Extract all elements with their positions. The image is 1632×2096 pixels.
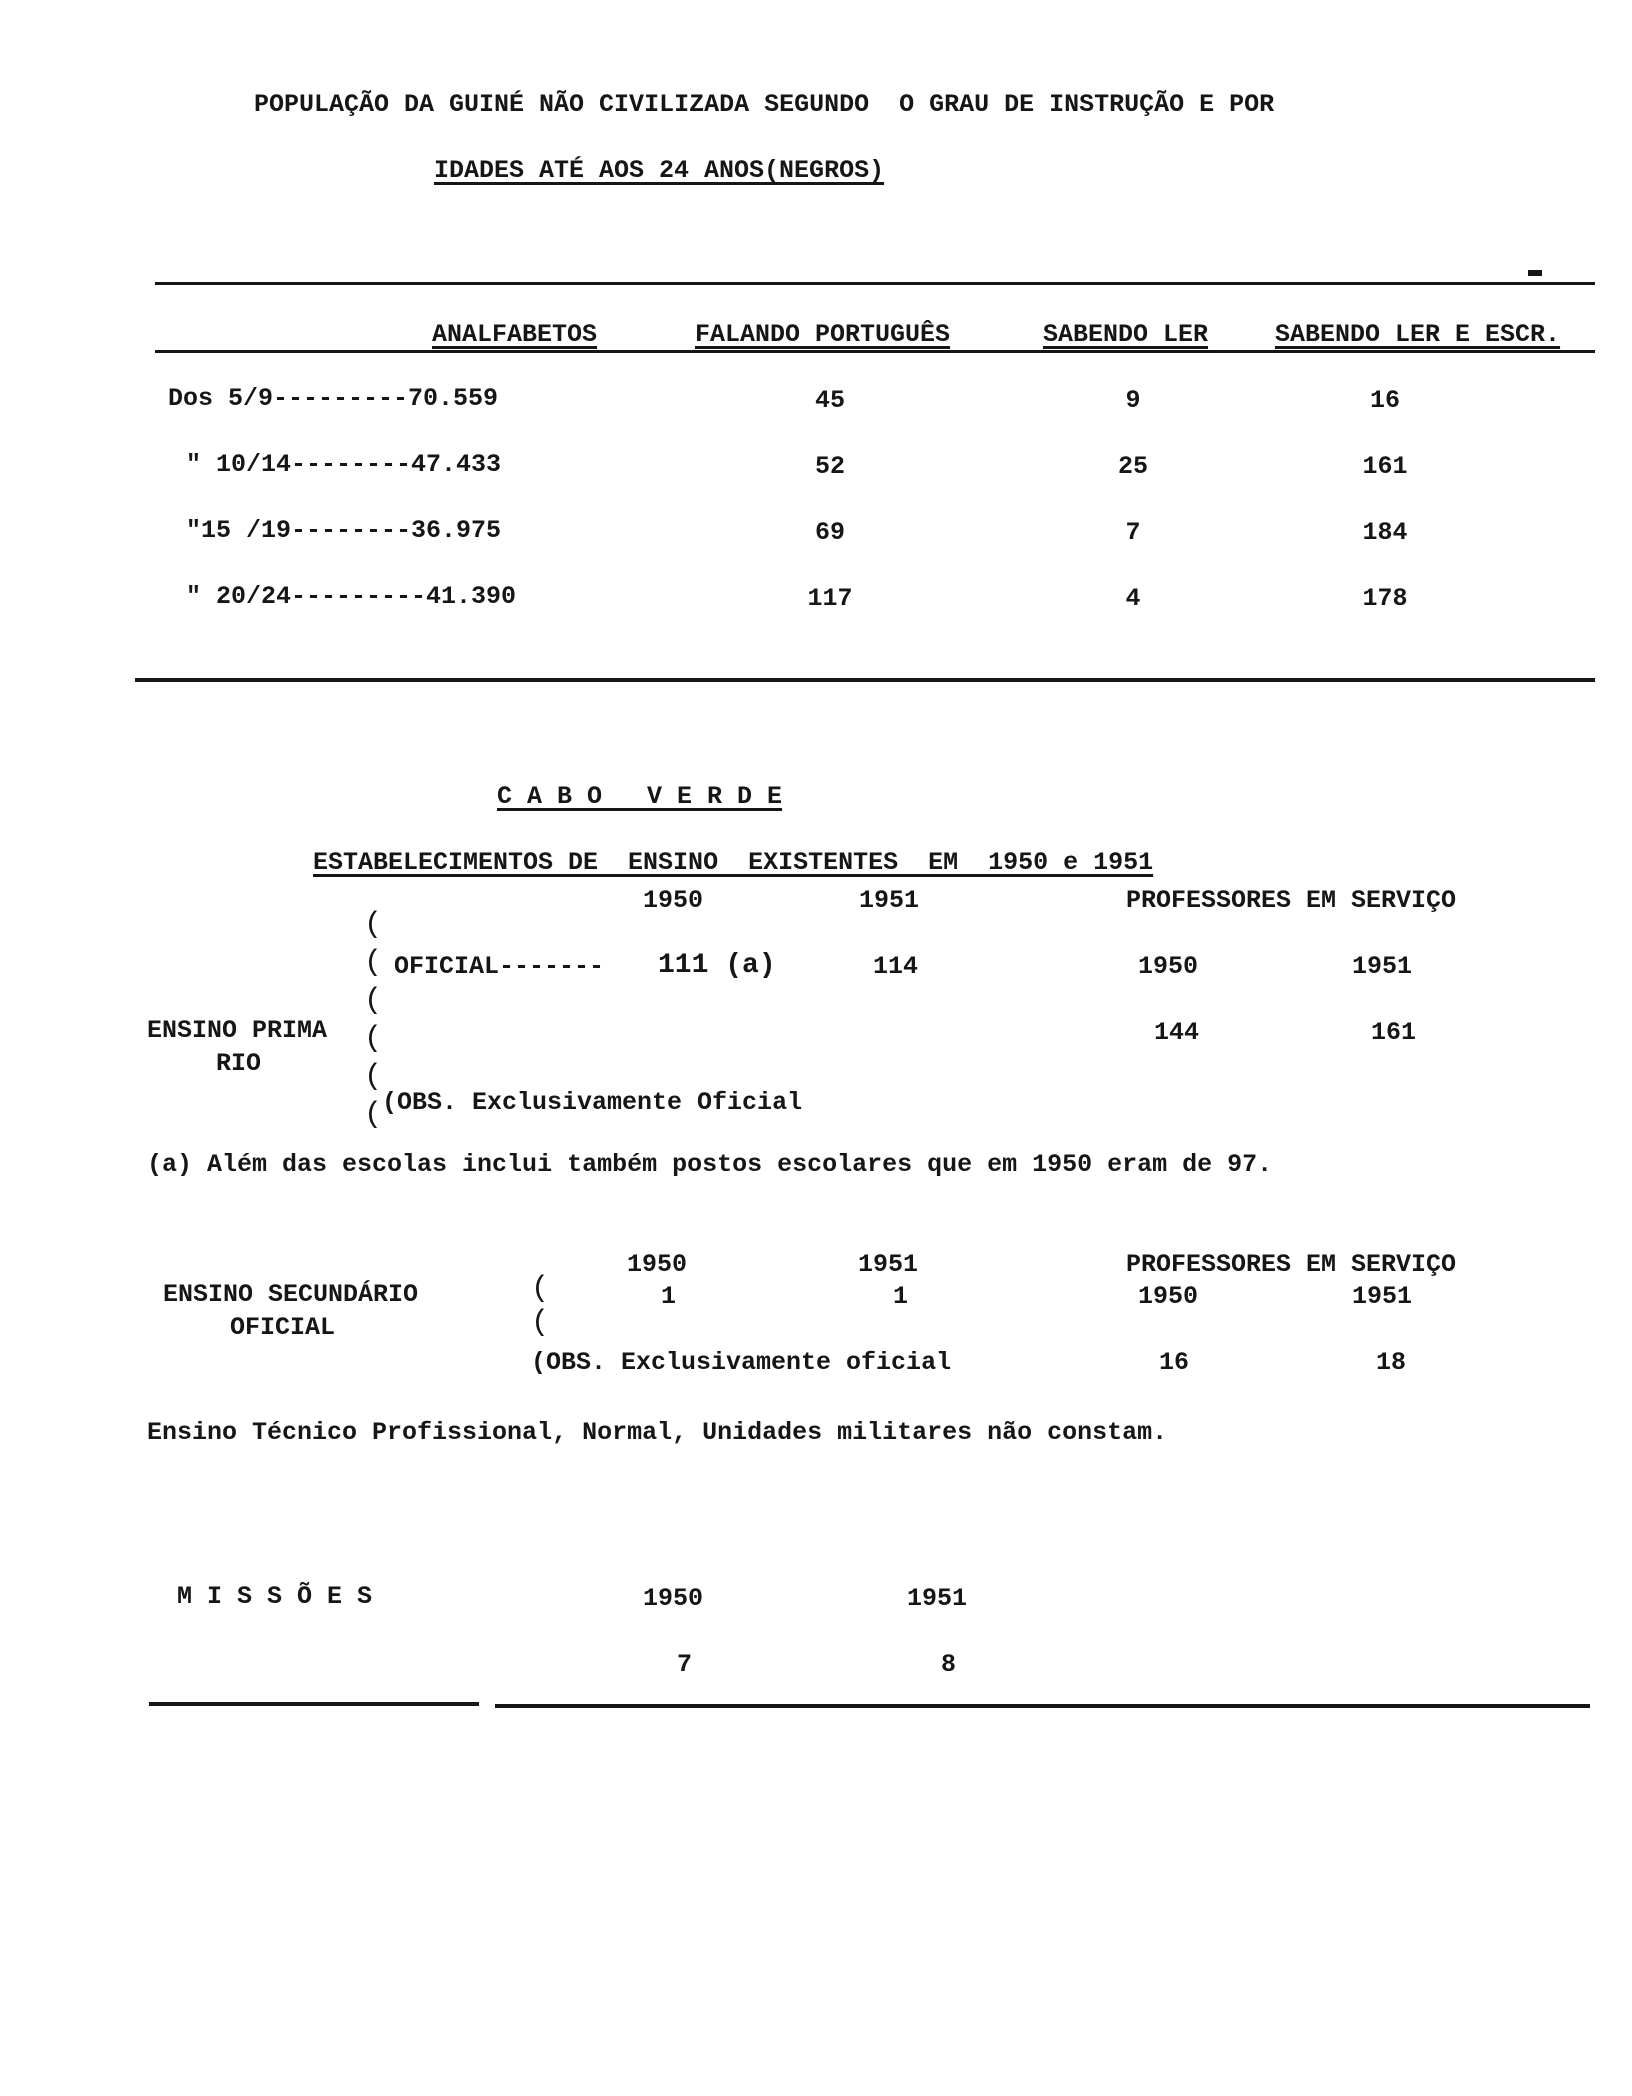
primario-prof-1951: 161 [1371, 1018, 1417, 1047]
primario-year-1951: 1951 [859, 886, 920, 915]
brace-mark: ( [531, 1306, 550, 1340]
missoes-value-1951: 8 [941, 1650, 957, 1679]
secundario-prof-1950: 16 [1159, 1348, 1190, 1377]
table-cell-sabendo-ler: 4 [1125, 584, 1141, 613]
table-cell-falando: 69 [814, 518, 845, 547]
secundario-value-1951: 1 [893, 1282, 909, 1311]
brace-mark: ( [364, 1022, 383, 1056]
primario-year-1950: 1950 [643, 886, 704, 915]
secundario-year-1950: 1950 [627, 1250, 688, 1279]
secundario-prof-year-1950: 1950 [1138, 1282, 1199, 1311]
table-cell-falando: 52 [814, 452, 845, 481]
table-row-age: "15 /19--------36.975 [186, 516, 502, 545]
column-header-falando-portugues: FALANDO PORTUGUÊS [695, 320, 951, 349]
table-row-age: Dos 5/9---------70.559 [168, 384, 499, 413]
primario-oficial-1950: 111 (a) [658, 950, 776, 981]
table-cell-sabendo-ler: 7 [1125, 518, 1141, 547]
column-header-analfabetos: ANALFABETOS [432, 320, 598, 349]
table-cell-falando: 117 [807, 584, 853, 613]
column-header-sabendo-ler-e-escr: SABENDO LER E ESCR. [1275, 320, 1561, 349]
missoes-label: M I S S Õ E S [177, 1582, 373, 1611]
primario-oficial-1951: 114 [873, 952, 919, 981]
secundario-label-line-2: OFICIAL [230, 1313, 336, 1342]
table-cell-ler-escr: 178 [1362, 584, 1408, 613]
secundario-value-1950: 1 [661, 1282, 677, 1311]
secundario-obs: (OBS. Exclusivamente oficial [531, 1348, 952, 1377]
brace-mark: ( [364, 946, 383, 980]
secundario-prof-1951: 18 [1376, 1348, 1407, 1377]
section-subheading: ESTABELECIMENTOS DE ENSINO EXISTENTES EM 1950 e 1951 [313, 848, 1154, 877]
section-heading-cabo-verde: C A B O V E R D E [497, 782, 783, 811]
bottom-rule-right [495, 1704, 1590, 1708]
primario-oficial-label: OFICIAL------- [394, 952, 605, 981]
secundario-prof-year-1951: 1951 [1352, 1282, 1413, 1311]
primario-label-line-1: ENSINO PRIMA [147, 1016, 328, 1045]
brace-mark: ( [364, 984, 383, 1018]
table-cell-ler-escr: 161 [1362, 452, 1408, 481]
table-cell-ler-escr: 16 [1369, 386, 1400, 415]
header-rule [155, 350, 1595, 353]
primario-prof-year-1950: 1950 [1138, 952, 1199, 981]
secundario-year-1951: 1951 [858, 1250, 919, 1279]
bottom-rule-left [149, 1702, 479, 1706]
primario-prof-year-1951: 1951 [1352, 952, 1413, 981]
table-bottom-rule [135, 678, 1595, 682]
secundario-professores-label: PROFESSORES EM SERVIÇO [1126, 1250, 1457, 1279]
missoes-year-1951: 1951 [907, 1584, 968, 1613]
page-title-line-2: IDADES ATÉ AOS 24 ANOS(NEGROS) [434, 156, 885, 185]
table-cell-falando: 45 [814, 386, 845, 415]
primario-professores-label: PROFESSORES EM SERVIÇO [1126, 886, 1457, 915]
missoes-year-1950: 1950 [643, 1584, 704, 1613]
secundario-label-line-1: ENSINO SECUNDÁRIO [163, 1280, 419, 1309]
primario-prof-1950: 144 [1154, 1018, 1200, 1047]
table-top-rule [155, 282, 1595, 285]
missoes-value-1950: 7 [677, 1650, 693, 1679]
table-cell-ler-escr: 184 [1362, 518, 1408, 547]
table-cell-sabendo-ler: 25 [1117, 452, 1148, 481]
ink-mark [1528, 270, 1542, 276]
cabo-verde-footnote: Ensino Técnico Profissional, Normal, Unidades militares não constam. [147, 1418, 1168, 1447]
page-title-line-1: POPULAÇÃO DA GUINÉ NÃO CIVILIZADA SEGUNDO O GRAU DE INSTRUÇÃO E POR [254, 90, 1275, 119]
table-row-age: " 20/24---------41.390 [186, 582, 517, 611]
primario-note: (a) Além das escolas inclui também postos escolares que em 1950 eram de 97. [147, 1150, 1273, 1179]
primario-obs: (OBS. Exclusivamente Oficial [382, 1088, 803, 1117]
brace-mark: ( [531, 1272, 550, 1306]
brace-mark: ( [364, 908, 383, 942]
primario-label-line-2: RIO [216, 1049, 262, 1078]
brace-mark: ( [364, 1060, 383, 1094]
brace-mark: ( [364, 1098, 383, 1132]
table-row-age: " 10/14--------47.433 [186, 450, 502, 479]
column-header-sabendo-ler: SABENDO LER [1043, 320, 1209, 349]
table-cell-sabendo-ler: 9 [1125, 386, 1141, 415]
